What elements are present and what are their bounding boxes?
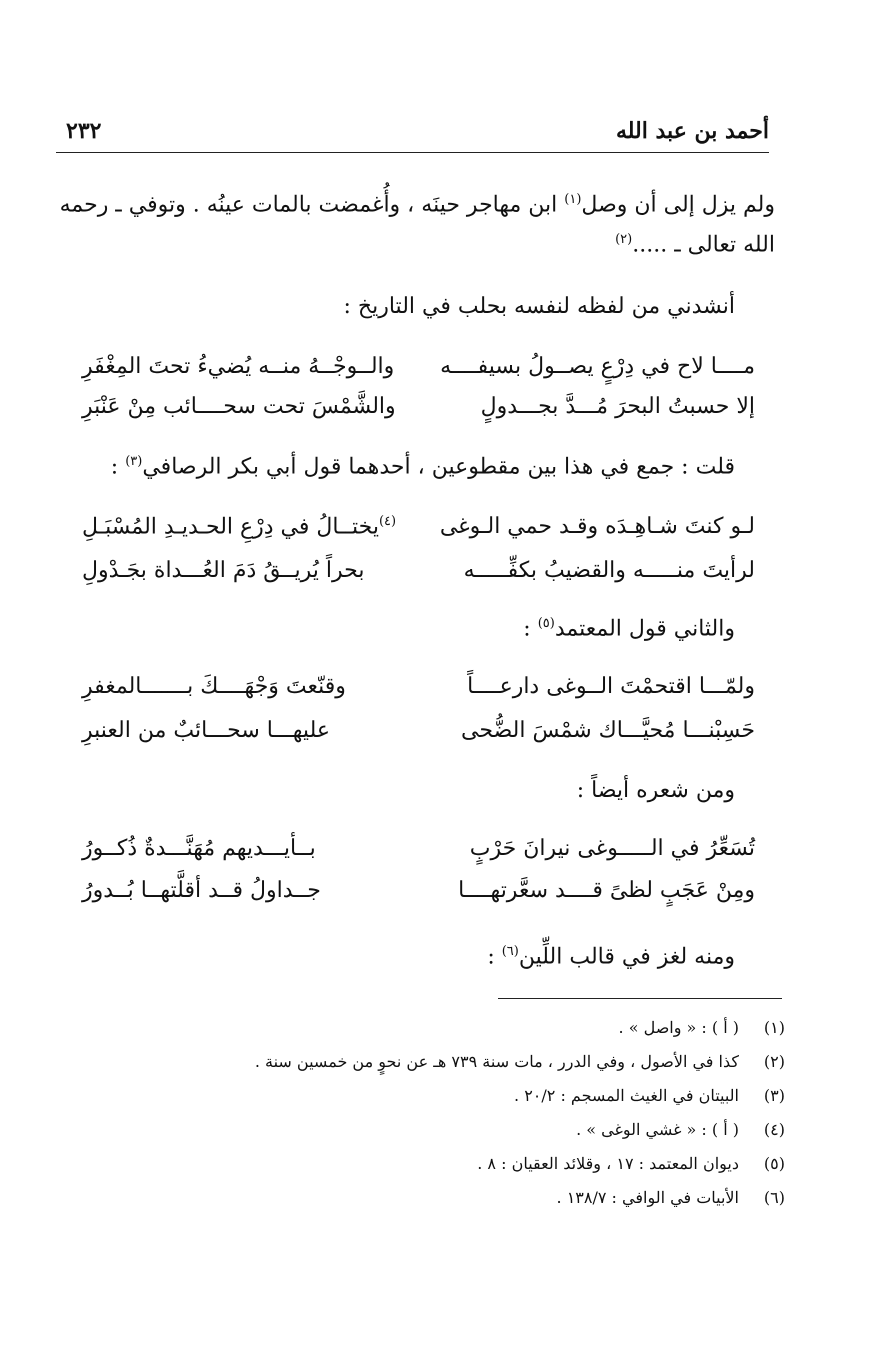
footnote-ref-1[interactable]: (١) (564, 192, 582, 207)
footnote-text: ( أ ) : « واصل » . (618, 1018, 739, 1037)
running-header (56, 118, 769, 153)
footnote-number: (٢) (763, 1052, 785, 1071)
paragraph-3: قلت : جمع في هذا بين مقطوعين ، أحدهما قول أبي بكر الرصافي$^{(٣)}$ : (110, 454, 735, 480)
poem-2-verse-2 (82, 558, 755, 598)
footnote-text: البيتان في الغيث المسجم : ٢٠/٢ . (514, 1086, 739, 1105)
hemistich-1: لـو كنتَ شـاهِـدَه وقـد حمي الـوغى (439, 514, 755, 539)
footnote-text: كذا في الأصول ، وفي الدرر ، مات سنة ٧٣٩ هـ عن نحوٍ من خمسين سنة . (254, 1052, 739, 1071)
footnote-1 (619, 1018, 785, 1037)
hemistich-1: لرأيتَ منـــــه والقضيبُ بكفِّـــــه (463, 558, 755, 583)
hemistich-2: جــداولُ قــد أقلَّتهــا بُــدورُ (82, 878, 321, 903)
footnote-2 (255, 1052, 785, 1071)
footnote-ref-5[interactable]: (٥) (537, 616, 555, 631)
footnote-6 (557, 1188, 785, 1207)
poem-4-verse-1 (82, 836, 755, 876)
footnote-number: (٥) (763, 1154, 785, 1173)
footnote-text: ديوان المعتمد : ١٧ ، وقلائد العقيان : ٨ . (477, 1154, 739, 1173)
footnote-4 (576, 1120, 785, 1139)
header-title: أحمد بن عبد الله (615, 118, 769, 144)
footnote-5 (477, 1154, 785, 1173)
hemistich-1: ولمّـــا اقتحمْتَ الــوغى دارعــــاً (467, 674, 755, 699)
poem-1-verse-2 (82, 394, 755, 434)
poem-3-verse-1 (82, 674, 755, 714)
hemistich-2: والــوجْــهُ منــه يُضيءُ تحتَ المِغْفَرِ (82, 354, 395, 379)
hemistich-1: مــــا لاح في دِرْعٍ يصــولُ بسيفــــه (440, 354, 755, 379)
footnote-ref-6[interactable]: (٦) (501, 944, 519, 959)
hemistich-2: والشَّمْسَ تحت سحــــائب مِنْ عَنْبَرِ (82, 394, 396, 419)
hemistich-2: $^{(٤)}$يختــالُ في دِرْعِ الحـديـدِ المُسْبَـلِ (82, 514, 397, 540)
poem-2-verse-1 (82, 514, 755, 554)
hemistich-2: عليهـــا سحـــائبٌ من العنبرِ (82, 718, 330, 743)
poem-1-verse-1 (82, 354, 755, 394)
hemistich-2: بــأيـــديهم مُهَنَّـــدةٌ ذُكــورُ (82, 836, 316, 861)
footnote-number: (٦) (763, 1188, 785, 1207)
footnote-number: (١) (763, 1018, 785, 1037)
footnote-3 (514, 1086, 785, 1105)
hemistich-1: حَسِبْنـــا مُحيَّـــاك شمْسَ الضُّحى (461, 718, 755, 743)
intro-line-1: ولم يزل إلى أن وصل$^{(١)}$ ابن مهاجر حينَه ، وأُغمضت بالمات عينُه . وتوفي ـ رحمه (59, 192, 775, 218)
hemistich-1: ومِنْ عَجَبٍ لظىً قــــد سعَّرتهــــا (458, 878, 755, 903)
footnote-ref-4[interactable]: (٤) (378, 514, 397, 529)
paragraph-5: ومن شعره أيضاً : (576, 778, 735, 803)
page-number: ٢٣٢ (66, 118, 102, 144)
hemistich-2: وقنّعتَ وَجْهَــــكَ بـــــــالمغفرِ (82, 674, 346, 699)
hemistich-2: بحراً يُريــقُ دَمَ العُـــداة بجَـدْولِ (82, 558, 365, 583)
intro-line-2: الله تعالى ـ .....$^{(٢)}$ (615, 232, 775, 258)
poem-4-verse-2 (82, 878, 755, 918)
hemistich-1: تُسَعِّرُ في الـــــوغى نيرانَ حَرْبٍ (469, 836, 755, 861)
paragraph-6: ومنه لغز في قالب اللِّين$^{(٦)}$ : (487, 944, 735, 970)
paragraph-4: والثاني قول المعتمد$^{(٥)}$ : (523, 616, 735, 642)
poem-3-verse-2 (82, 718, 755, 758)
hemistich-1: إلا حسبتُ البحرَ مُـــدَّ بجـــدولٍ (480, 394, 755, 419)
footnote-divider (498, 998, 782, 999)
footnote-ref-2[interactable]: (٢) (615, 232, 633, 247)
footnote-text: الأبيات في الوافي : ١٣٨/٧ . (556, 1188, 739, 1207)
footnote-number: (٤) (763, 1120, 785, 1139)
footnote-ref-3[interactable]: (٣) (125, 454, 143, 469)
paragraph-2: أنشدني من لفظه لنفسه بحلب في التاريخ : (343, 294, 735, 319)
footnote-text: ( أ ) : « غشي الوغى » . (576, 1120, 739, 1139)
footnote-number: (٣) (763, 1086, 785, 1105)
